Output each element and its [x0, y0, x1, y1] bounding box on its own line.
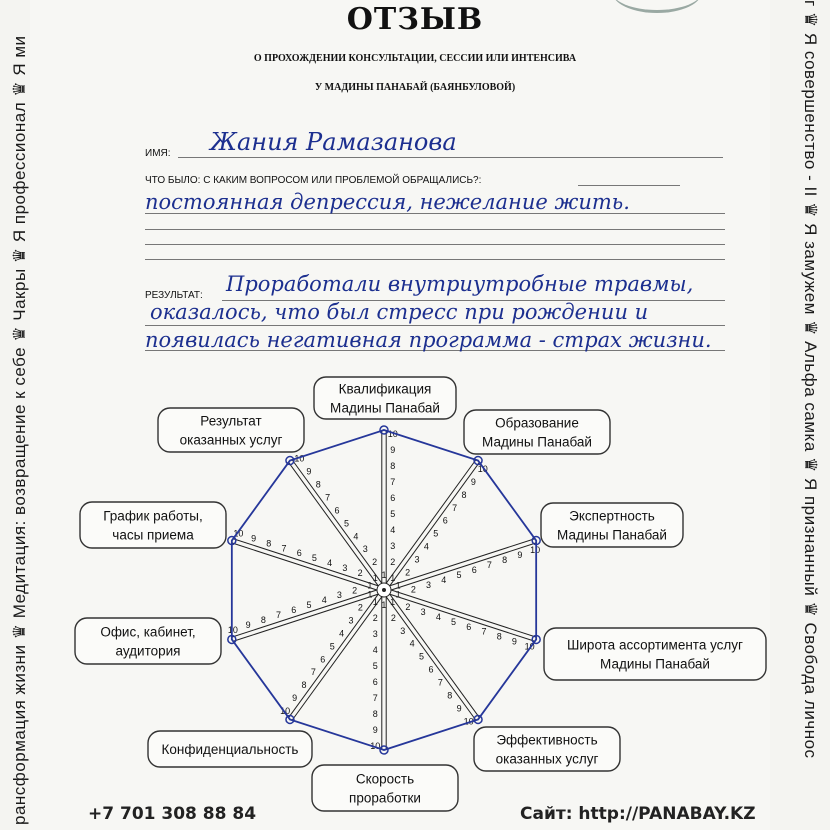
tick-label: 1 — [381, 599, 387, 610]
tick-label: 1 — [372, 597, 378, 607]
tick-label: 8 — [372, 709, 378, 719]
tick-label: 10 — [280, 706, 291, 717]
tick-label: 6 — [428, 664, 434, 675]
tick-label: 2 — [357, 567, 363, 578]
tick-label: 8 — [315, 479, 321, 490]
question-handwritten: постоянная депрессия, нежелание жить. — [145, 190, 630, 214]
wheel-center-dot — [382, 588, 386, 592]
tick-label: 6 — [291, 605, 297, 616]
tick-label: 10 — [233, 528, 244, 539]
tick-label: 8 — [266, 538, 272, 549]
tick-label: 9 — [511, 636, 517, 647]
tick-label: 3 — [342, 563, 348, 574]
tick-label: 3 — [390, 541, 396, 551]
tick-label: 6 — [471, 564, 477, 575]
tick-label: 9 — [517, 550, 523, 561]
tick-label: 10 — [530, 545, 541, 556]
category-label: проработки — [349, 790, 421, 806]
result-label: РЕЗУЛЬТАТ: — [145, 290, 203, 301]
category-label: часы приема — [112, 527, 194, 543]
category-label: Мадины Панабай — [330, 400, 440, 416]
tick-label: 6 — [372, 677, 378, 687]
tick-label: 7 — [372, 693, 378, 703]
spoke-line — [382, 459, 476, 591]
tick-label: 2 — [372, 613, 378, 623]
tick-label: 8 — [260, 614, 266, 625]
tick-label: 5 — [419, 651, 425, 662]
tick-label: 5 — [433, 528, 439, 539]
right-promo-text: г ♛ Я совершенство - II ♛ Я замужем ♛ Альфа самка ♛ Я признанный ♛ Свобода личнос — [801, 0, 820, 759]
tick-label: 5 — [343, 518, 349, 529]
tick-label: 4 — [423, 541, 429, 552]
category-label: Квалификация — [338, 381, 432, 397]
tick-label: 1 — [381, 570, 387, 581]
tick-label: 9 — [251, 533, 257, 544]
tick-label: 10 — [294, 453, 305, 464]
tick-label: 3 — [372, 629, 378, 639]
tick-label: 8 — [447, 690, 453, 701]
tick-label: 4 — [372, 645, 378, 655]
tick-label: 8 — [390, 461, 396, 471]
category-label: Результат — [200, 413, 262, 429]
tick-label: 2 — [352, 585, 358, 596]
category-label: Мадины Панабай — [557, 527, 667, 543]
tick-label: 6 — [442, 515, 448, 526]
tick-label: 6 — [320, 654, 326, 665]
category-label: График работы, — [103, 508, 203, 524]
tick-label: 2 — [405, 602, 411, 613]
category-label: оказанных услуг — [179, 432, 283, 448]
tick-label: 3 — [336, 590, 342, 601]
tick-label: 1 — [367, 589, 373, 600]
tick-label: 4 — [390, 525, 396, 535]
tick-label: 7 — [310, 667, 316, 678]
tick-label: 2 — [390, 612, 396, 623]
spoke-line — [385, 588, 537, 637]
tick-label: 7 — [281, 543, 287, 554]
tick-label: 6 — [466, 621, 472, 632]
tick-label: 8 — [496, 631, 502, 642]
tick-label: 5 — [451, 616, 457, 627]
category-label: Экспертность — [569, 508, 655, 524]
tick-label: 10 — [227, 624, 238, 635]
tick-label: 8 — [301, 680, 307, 691]
category-label: Широта ассортимента услуг — [567, 637, 743, 653]
tick-label: 5 — [390, 509, 396, 519]
tick-label: 4 — [353, 531, 359, 542]
tick-label: 10 — [370, 741, 381, 751]
tick-label: 10 — [387, 429, 398, 439]
tick-label: 6 — [334, 505, 340, 516]
tick-label: 9 — [470, 476, 476, 487]
tick-label: 5 — [456, 569, 462, 580]
tick-label: 2 — [372, 557, 378, 568]
tick-label: 3 — [348, 615, 354, 626]
category-label: Скорость — [355, 771, 415, 787]
footer-phone: +7 701 308 88 84 — [88, 804, 257, 824]
tick-label: 3 — [362, 544, 368, 555]
tick-label: 3 — [426, 579, 432, 590]
tick-label: 1 — [390, 597, 396, 608]
tick-label: 10 — [524, 641, 535, 652]
category-label: Образование — [495, 415, 579, 431]
category-label: аудитория — [115, 643, 181, 659]
spoke-line — [382, 591, 476, 720]
tick-label: 5 — [329, 641, 335, 652]
tick-label: 9 — [372, 725, 378, 735]
tick-label: 3 — [400, 625, 406, 636]
tick-label: 9 — [306, 466, 312, 477]
tick-label: 7 — [481, 626, 487, 637]
tick-label: 1 — [395, 580, 401, 591]
tick-label: 10 — [463, 716, 474, 727]
category-label: Мадины Панабай — [600, 656, 710, 672]
tick-label: 5 — [311, 553, 317, 564]
result-handwritten-line-1: Проработали внутриутробные травмы, — [226, 272, 694, 296]
tick-label: 9 — [390, 445, 396, 455]
tick-label: 7 — [325, 492, 331, 503]
tick-label: 2 — [405, 567, 411, 578]
category-label: оказанных услуг — [495, 751, 599, 767]
subtitle-line-1: О ПРОХОЖДЕНИИ КОНСУЛЬТАЦИИ, СЕССИИ ИЛИ ИНТЕНСИВА — [253, 53, 577, 64]
name-label: ИМЯ: — [145, 148, 171, 159]
spoke-line — [292, 459, 386, 591]
question-label: ЧТО БЫЛО: С КАКИМ ВОПРОСОМ ИЛИ ПРОБЛЕМОЙ ОБРАЩАЛИСЬ?: — [145, 175, 482, 186]
tick-label: 3 — [414, 554, 420, 565]
tick-label: 9 — [456, 703, 462, 714]
tick-label: 7 — [486, 559, 492, 570]
tick-label: 4 — [321, 595, 327, 606]
category-label: Мадины Панабай — [482, 434, 592, 450]
category-label: Конфиденциальность — [161, 742, 299, 757]
tick-label: 4 — [409, 638, 415, 649]
tick-label: 6 — [390, 493, 396, 503]
result-handwritten-line-3: появилась негативная программа - страх жизни. — [145, 328, 712, 352]
tick-label: 9 — [292, 693, 298, 704]
name-handwritten: Жания Рамазанова — [210, 128, 457, 156]
tick-label: 7 — [390, 477, 396, 487]
tick-label: 4 — [435, 611, 441, 622]
result-handwritten-line-2: оказалось, что был стресс при рождении и — [150, 300, 649, 324]
tick-label: 1 — [390, 573, 396, 583]
tick-label: 7 — [276, 610, 282, 621]
tick-label: 8 — [502, 555, 508, 566]
tick-label: 3 — [420, 606, 426, 617]
tick-label: 1 — [395, 589, 401, 600]
tick-label: 7 — [437, 677, 443, 688]
tick-label: 5 — [306, 600, 312, 611]
spoke-line — [231, 588, 383, 637]
tick-label: 1 — [367, 580, 373, 591]
tick-label: 4 — [441, 574, 447, 585]
tick-label: 2 — [357, 602, 363, 613]
tick-label: 1 — [372, 572, 378, 583]
tick-label: 10 — [477, 463, 488, 474]
tick-label: 4 — [327, 558, 333, 569]
left-promo-text: рансформация жизни ♛ Медитация: возвращение к себе ♛ Чакры ♛ Я профессионал ♛ Я ми — [10, 35, 29, 825]
tick-label: 2 — [390, 557, 396, 567]
category-label: Офис, кабинет, — [100, 624, 196, 640]
tick-label: 8 — [461, 489, 467, 500]
tick-label: 4 — [339, 628, 345, 639]
subtitle-line-2: У МАДИНЫ ПАНАБАЙ (БАЯНБУЛОВОЙ) — [314, 82, 516, 93]
tick-label: 6 — [296, 548, 302, 559]
tick-label: 5 — [372, 661, 378, 671]
footer-site: Сайт: http://PANABAY.KZ — [520, 804, 756, 824]
spoke-line — [292, 591, 386, 720]
tick-label: 9 — [245, 619, 251, 630]
category-box — [544, 628, 766, 680]
page-title: ОТЗЫВ — [346, 2, 484, 37]
tick-label: 2 — [410, 584, 416, 595]
tick-label: 7 — [452, 502, 458, 513]
category-label: Эффективность — [496, 732, 598, 748]
